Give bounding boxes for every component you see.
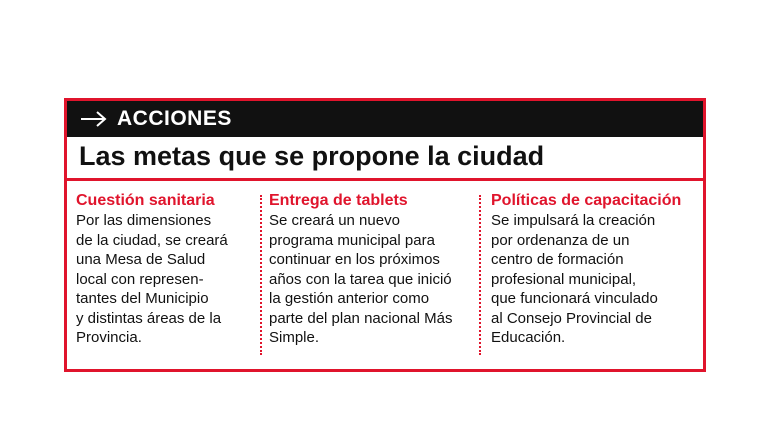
column-title: Políticas de capacitación [491,192,682,209]
column-text-line: Simple. [269,329,320,346]
column-text-line: de la ciudad, se creará [76,231,228,249]
column-text-line: Se creará un nuevo [269,212,400,229]
column-text-line: centro de formación [491,251,624,268]
column-divider [479,195,481,355]
column-text-line: tantes del Municipio [76,290,209,307]
column-text-line: programa municipal para [269,231,435,249]
arrow-right-icon [79,109,109,129]
infobox [64,98,706,372]
section-tag-label: ACCIONES [117,107,232,130]
headline-rule [67,178,703,181]
headline: Las metas que se propone la ciudad [79,141,545,171]
column-text-line: Provincia. [76,329,142,346]
column-text-line: y distintas áreas de la [76,309,222,327]
section-tag-bar [67,101,703,137]
column-divider [260,195,262,355]
column-text-line: la gestión anterior como [269,290,430,307]
column-text-line: Se impulsará la creación [491,212,656,229]
column-text-line: local con represen- [76,270,204,288]
column-text-line: profesional municipal, [491,270,637,288]
column-title: Cuestión sanitaria [76,192,215,209]
column-text-line: Educación. [491,329,566,346]
column-text-line: una Mesa de Salud [76,251,206,268]
column-text-line: por ordenanza de un [491,231,630,249]
column-training [491,191,699,348]
column-text-line: al Consejo Provincial de [491,309,652,327]
column-tablets [269,191,451,348]
column-text-line: Por las dimensiones [76,212,212,229]
column-text-line: que funcionará vinculado [491,290,658,307]
column-text-line: parte del plan nacional Más [269,309,453,327]
column-health [76,191,258,348]
column-text-line: años con la tarea que inició [269,270,452,288]
column-text-line: continuar en los próximos [269,251,440,268]
column-title: Entrega de tablets [269,192,408,209]
